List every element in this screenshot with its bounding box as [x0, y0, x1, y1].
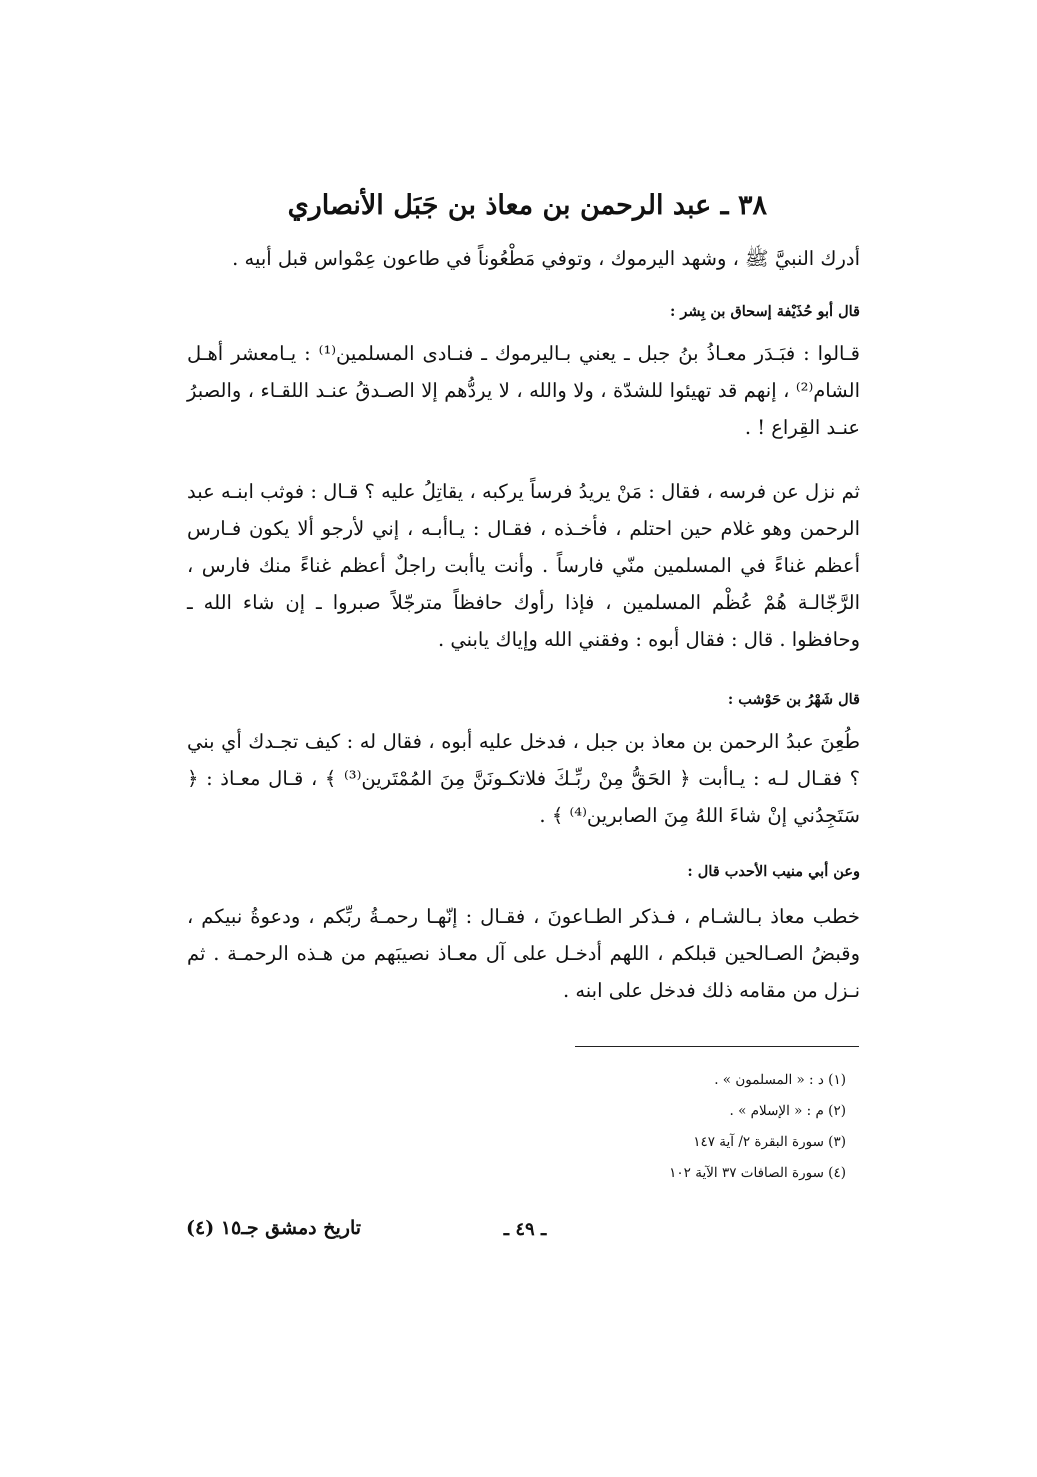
book-reference: تاريخ دمشق جـ١٥ (٤)	[186, 1217, 362, 1239]
source-attribution-1: قال أبو حُذَيْفة إسحاق بن بِشر :	[669, 303, 860, 320]
intro-paragraph: أدرك النبيَّ ﷺ ، وشهد اليرموك ، وتوفي مَطْعُوناً في طاعون عِمْواس قبل أبيه .	[232, 247, 860, 270]
footnote-1: (١) د : « المسلمون » .	[714, 1072, 846, 1088]
paragraph-2: ثم نزل عن فرسه ، فقال : مَنْ يريدُ فرساً يركبه ، يقاتِلُ عليه ؟ قـال : فوثب ابنـه عبد الرحمن وهو غلام حين احتلم ، فأخـذه ، فقـال : يـاأبـه ، إني لأرجو ألا يكون فـارس أعظم غناءً في المسلمين منّي فارساً . وأنت ياأبت راجلٌ أعظم غناءً منك فارس ، الرَّجّالـة هُمْ عُظْم المسلمين ، فإذا رأوك حافظاً مترجّلاً صبروا ـ إن شاء الله ـ وحافظوا . قال : فقال أبوه : وفقني الله وإياك يابني .	[187, 480, 860, 651]
paragraph-3: طُعِنَ عبدُ الرحمن بن معاذ بن جبل ، فدخل عليه أبوه ، فقال له : كيف تجـدك أي بني ؟ فقـال لـه : يـاأبت ﴿ الحَقُّ مِنْ ربِّـكَ فلاتكـونَنَّ مِنَ المُمْتَرين⁽³⁾ ﴾ ، قـال معـاذ : ﴿ سَتَجِدُني إنْ شاءَ اللهُ مِنَ الصابرين⁽⁴⁾ ﴾ .	[187, 730, 860, 827]
page-number: ـ ٤٩ ـ	[503, 1219, 547, 1240]
footnote-2: (٢) م : « الإسلام » .	[729, 1103, 846, 1119]
source-attribution-3: وعن أبي منيب الأحدب قال :	[687, 863, 860, 880]
footnotes	[500, 1065, 846, 1189]
paragraph-4: خطب معاذ بـالشـام ، فـذكر الطـاعونَ ، فقـال : إنّهـا رحمـةُ ربِّكم ، ودعوةُ نبيكم ، وقبضُ الصـالحين قبلكم ، اللهم أدخـل على آل معـاذ نصيبَهم من هـذه الرحمـة . ثم نـزل من مقامه ذلك فدخل على ابنه .	[187, 905, 860, 1002]
paragraph-1: قـالوا : فبَـدَر معـاذُ بنُ جبل ـ يعني بـاليرموك ـ فنـادى المسلمين⁽¹⁾ : يـامعشر أهـل الشام⁽²⁾ ، إنهم قد تهيئوا للشدّة ، ولا والله ، لا يردُّهم إلا الصـدقُ عنـد اللقـاء ، والصبرُ عنـد القِراع ! .	[187, 342, 860, 439]
footnote-divider	[575, 1046, 859, 1047]
footnote-4: (٤) سورة الصافات ٣٧ الآية ١٠٢	[669, 1165, 846, 1181]
footnote-3: (٣) سورة البقرة ٢/ آية ١٤٧	[693, 1134, 846, 1150]
page-title: ٣٨ ـ عبد الرحمن بن معاذ بن جَبَل الأنصاري	[287, 190, 767, 221]
source-attribution-2: قال شَهْرُ بن حَوْشب :	[727, 691, 860, 708]
